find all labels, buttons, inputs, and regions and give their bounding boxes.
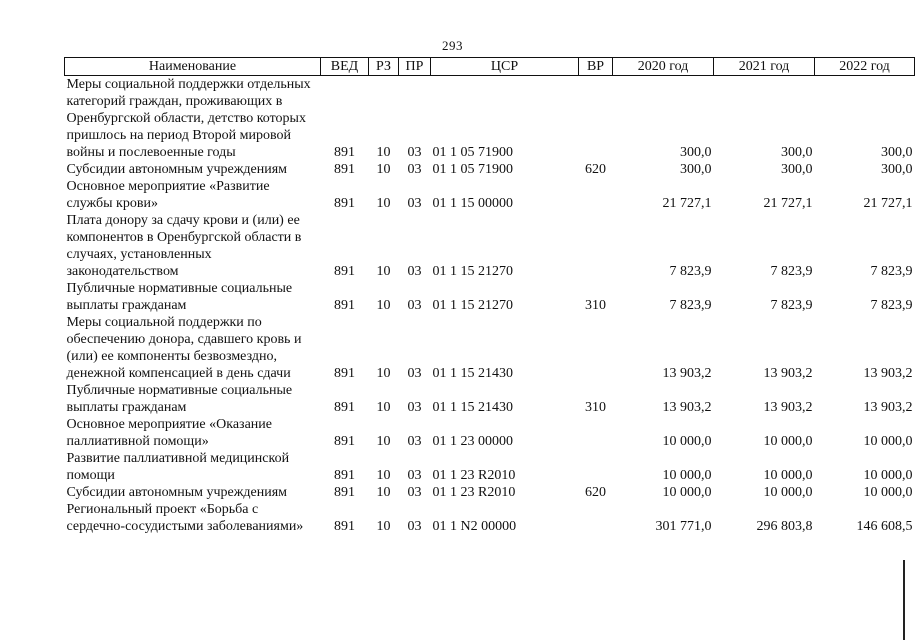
row-ved: 891 [334,485,355,500]
row-name: Субсидии автономным учреждениям [66,162,288,177]
header-2020: 2020 год [613,58,714,76]
row-2022: 10 000,0 [863,434,913,449]
row-vr [579,178,613,212]
row-name: Меры социальной поддержки по обеспечению донора, сдавшего кровь и (или) ее компоненты безвозмездно, денежной компенсацией в день сдачи [66,315,302,381]
row-ved: 891 [334,434,355,449]
row-2021: 21 727,1 [763,196,813,211]
row-rz: 10 [376,519,391,534]
header-pr: ПР [399,58,431,76]
row-2022: 10 000,0 [863,485,913,500]
row-pr: 03 [407,366,422,381]
row-2022: 13 903,2 [863,366,913,381]
table-row [65,501,915,535]
row-pr: 03 [407,145,422,160]
row-2021: 10 000,0 [763,468,813,483]
row-vr: 310 [585,298,606,313]
row-csr: 01 1 23 R2010 [432,485,516,500]
row-pr: 03 [407,485,422,500]
header-name: Наименование [65,58,321,76]
row-2022: 7 823,9 [870,264,913,279]
row-rz: 10 [376,145,391,160]
row-ved: 891 [334,298,355,313]
row-2022: 300,0 [881,145,913,160]
row-csr: 01 1 15 21270 [432,264,513,279]
row-csr: 01 1 05 71900 [432,162,513,177]
row-pr: 03 [407,434,422,449]
row-name: Меры социальной поддержки отдельных категорий граждан, проживающих в Оренбургской области, детство которых пришлось на период Второй мировой войны и послевоенные годы [66,77,311,160]
row-2021: 300,0 [781,145,813,160]
budget-table [64,57,915,535]
row-pr: 03 [407,196,422,211]
row-name: Основное мероприятие «Оказание паллиативной помощи» [66,417,272,449]
row-2020: 21 727,1 [662,196,712,211]
row-2022: 300,0 [881,162,913,177]
row-csr: 01 1 23 00000 [432,434,513,449]
row-2020: 13 903,2 [662,366,712,381]
row-2021: 13 903,2 [763,366,813,381]
row-name: Субсидии автономным учреждениям [66,485,288,500]
table-row [65,382,915,416]
row-rz: 10 [376,162,391,177]
row-rz: 10 [376,485,391,500]
row-vr [579,501,613,535]
row-2021: 300,0 [781,162,813,177]
row-2020: 301 771,0 [655,519,712,534]
page-number: 293 [442,38,463,53]
row-vr [579,416,613,450]
row-2022: 21 727,1 [863,196,913,211]
header-2021: 2021 год [714,58,815,76]
row-pr: 03 [407,298,422,313]
row-2020: 10 000,0 [662,468,712,483]
row-csr: 01 1 15 21270 [432,298,513,313]
row-name: Основное мероприятие «Развитие службы крови» [66,179,270,211]
row-2020: 300,0 [680,145,712,160]
row-name: Плата донору за сдачу крови и (или) ее компонентов в Оренбургской области в случаях, установленных законодательством [66,213,302,279]
row-pr: 03 [407,162,422,177]
row-rz: 10 [376,468,391,483]
row-2020: 7 823,9 [669,298,712,313]
table-row [65,416,915,450]
table-row [65,450,915,484]
row-vr [579,76,613,162]
row-pr: 03 [407,519,422,534]
row-vr: 310 [585,400,606,415]
row-name: Публичные нормативные социальные выплаты гражданам [66,383,293,415]
row-pr: 03 [407,400,422,415]
row-csr: 01 1 23 R2010 [432,468,516,483]
row-rz: 10 [376,264,391,279]
row-2021: 13 903,2 [763,400,813,415]
header-csr: ЦСР [431,58,579,76]
row-name: Региональный проект «Борьба с сердечно-сосудистыми заболеваниями» [66,502,304,534]
table-row [65,314,915,382]
header-rz: РЗ [369,58,399,76]
table-row [65,212,915,280]
row-vr: 620 [585,485,606,500]
header-vr: ВР [579,58,613,76]
table-header-row [65,58,915,76]
row-rz: 10 [376,298,391,313]
row-rz: 10 [376,366,391,381]
row-rz: 10 [376,400,391,415]
table-row [65,76,915,162]
table-row [65,178,915,212]
row-csr: 01 1 N2 00000 [432,519,517,534]
row-vr [579,450,613,484]
row-ved: 891 [334,264,355,279]
row-csr: 01 1 05 71900 [432,145,513,160]
row-2022: 7 823,9 [870,298,913,313]
row-2021: 296 803,8 [756,519,813,534]
row-pr: 03 [407,264,422,279]
row-2021: 10 000,0 [763,485,813,500]
row-rz: 10 [376,196,391,211]
row-csr: 01 1 15 21430 [432,366,513,381]
row-2022: 146 608,5 [856,519,913,534]
row-2021: 7 823,9 [770,264,813,279]
row-rz: 10 [376,434,391,449]
header-ved: ВЕД [321,58,369,76]
row-ved: 891 [334,145,355,160]
row-2022: 13 903,2 [863,400,913,415]
row-2020: 7 823,9 [669,264,712,279]
row-2020: 10 000,0 [662,434,712,449]
row-ved: 891 [334,366,355,381]
table-row [65,161,915,178]
scan-edge-mark [903,560,905,640]
row-2020: 13 903,2 [662,400,712,415]
row-ved: 891 [334,519,355,534]
row-2021: 10 000,0 [763,434,813,449]
row-vr [579,314,613,382]
table-row [65,484,915,501]
row-csr: 01 1 15 00000 [432,196,513,211]
row-ved: 891 [334,162,355,177]
row-name: Развитие паллиативной медицинской помощи [66,451,290,483]
row-2021: 7 823,9 [770,298,813,313]
row-vr: 620 [585,162,606,177]
row-ved: 891 [334,468,355,483]
row-ved: 891 [334,196,355,211]
row-csr: 01 1 15 21430 [432,400,513,415]
table-row [65,280,915,314]
header-2022: 2022 год [815,58,915,76]
row-pr: 03 [407,468,422,483]
row-name: Публичные нормативные социальные выплаты гражданам [66,281,293,313]
row-vr [579,212,613,280]
row-2020: 300,0 [680,162,712,177]
row-2022: 10 000,0 [863,468,913,483]
row-2020: 10 000,0 [662,485,712,500]
row-ved: 891 [334,400,355,415]
